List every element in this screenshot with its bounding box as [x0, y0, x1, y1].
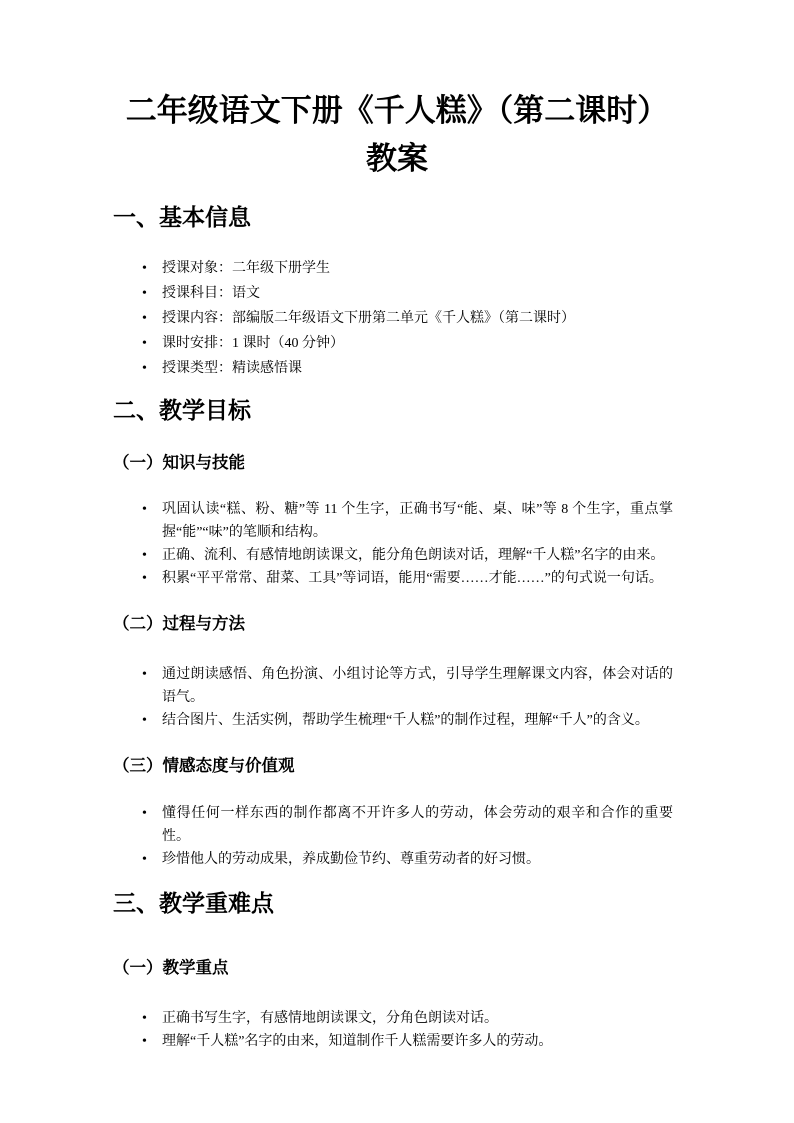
list-item-text: 正确书写生字，有感情地朗读课文，分角色朗读对话。 [162, 1011, 498, 1026]
bullet-icon: • [142, 852, 147, 867]
section-heading-teaching-goals: 二、教学目标 [113, 398, 251, 423]
list-item [142, 331, 673, 356]
list-item [142, 1030, 673, 1053]
list-item [142, 848, 673, 871]
basic-info-list [113, 256, 681, 381]
list-item-text: 授课科目：语文 [162, 286, 260, 301]
emotion-values-list [113, 802, 681, 871]
document-title-line1: 二年级语文下册《千人糕》（第二课时） [125, 93, 669, 128]
list-item-text: 珍惜他人的劳动成果，养成勤俭节约、尊重劳动者的好习惯。 [162, 852, 540, 867]
knowledge-skills-list [113, 498, 681, 590]
process-methods-list [113, 663, 681, 732]
list-item-text: 授课对象：二年级下册学生 [162, 261, 330, 276]
bullet-icon: • [142, 667, 147, 682]
bullet-icon: • [142, 261, 147, 276]
list-item [142, 709, 673, 732]
list-item-text: 巩固认读“糕、粉、糖”等 11 个生字，正确书写“能、桌、味”等 8 个生字，重点掌握“能”“味”的笔顺和结构。 [162, 502, 673, 540]
document-title [113, 87, 681, 183]
list-item-text: 正确、流利、有感情地朗读课文，能分角色朗读对话，理解“千人糕”名字的由来。 [162, 548, 665, 563]
subheading-knowledge-skills: （一）知识与技能 [113, 453, 245, 472]
list-item [142, 567, 673, 590]
list-item [142, 498, 673, 544]
list-item [142, 356, 673, 381]
list-item [142, 256, 673, 281]
bullet-icon: • [142, 311, 147, 326]
document-title-line2: 教案 [366, 141, 428, 176]
list-item [142, 544, 673, 567]
list-item-text: 课时安排：1 课时（40 分钟） [162, 336, 344, 351]
bullet-icon: • [142, 336, 147, 351]
list-item [142, 663, 673, 709]
bullet-icon: • [142, 1034, 147, 1049]
list-item-text: 授课类型：精读感悟课 [162, 361, 302, 376]
section-heading-key-difficult-points: 三、教学重难点 [113, 891, 274, 916]
teaching-key-points-list [113, 1007, 681, 1053]
bullet-icon: • [142, 571, 147, 586]
list-item [142, 802, 673, 848]
bullet-icon: • [142, 286, 147, 301]
bullet-icon: • [142, 1011, 147, 1026]
section-heading-basic-info: 一、基本信息 [113, 205, 251, 230]
subheading-teaching-key-points: （一）教学重点 [113, 958, 229, 977]
subheading-emotion-values: （三）情感态度与价值观 [113, 756, 295, 775]
bullet-icon: • [142, 361, 147, 376]
list-item [142, 281, 673, 306]
list-item-text: 授课内容：部编版二年级语文下册第二单元《千人糕》（第二课时） [162, 311, 575, 326]
list-item-text: 积累“平平常常、甜菜、工具”等词语，能用“需要……才能……”的句式说一句话。 [162, 571, 663, 586]
list-item-text: 懂得任何一样东西的制作都离不开许多人的劳动，体会劳动的艰辛和合作的重要性。 [162, 806, 673, 844]
bullet-icon: • [142, 502, 147, 517]
list-item-text: 结合图片、生活实例，帮助学生梳理“千人糕”的制作过程，理解“千人”的含义。 [162, 713, 649, 728]
bullet-icon: • [142, 548, 147, 563]
list-item-text: 通过朗读感悟、角色扮演、小组讨论等方式，引导学生理解课文内容，体会对话的语气。 [162, 667, 673, 705]
list-item-text: 理解“千人糕”名字的由来，知道制作千人糕需要许多人的劳动。 [162, 1034, 553, 1049]
bullet-icon: • [142, 713, 147, 728]
subheading-process-methods: （二）过程与方法 [113, 614, 245, 633]
list-item [142, 1007, 673, 1030]
bullet-icon: • [142, 806, 147, 821]
list-item [142, 306, 673, 331]
